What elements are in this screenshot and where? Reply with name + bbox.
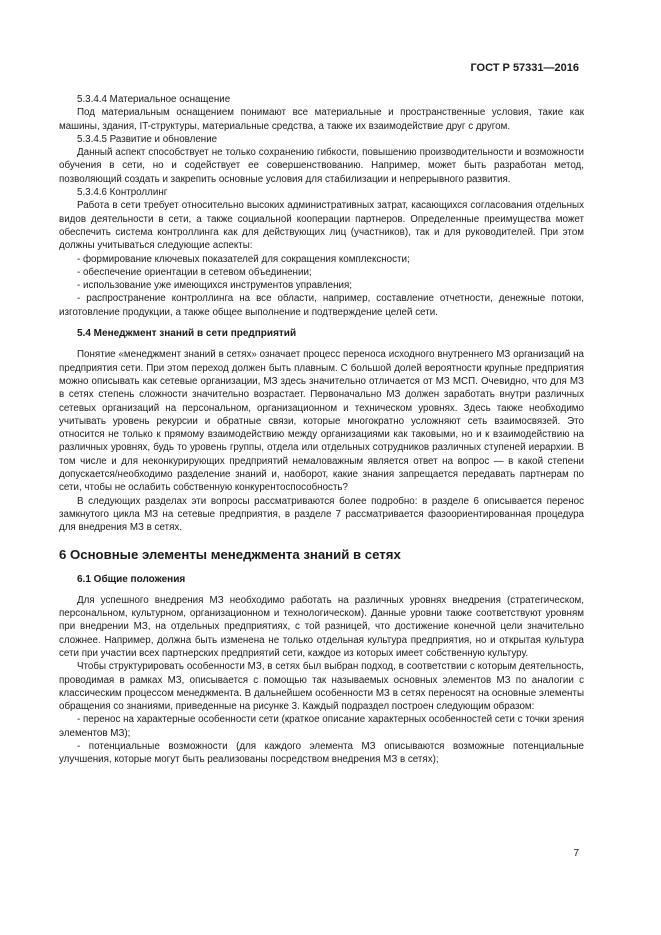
paragraph: Понятие «менеджмент знаний в сетях» означает процесс переноса исходного внутреннего МЗ организаций на предприятия сети. При этом переход должен быть плавным. С большой долей вероятности крупные предприятия можно описывать как сетевые организации, МЗ здесь значительно отличается от МЗ МСП. Очевидно, что для МЗ в сетях степень сложности значительно возрастает. Первоначально МЗ должен заработать внутри различных сетевых организаций на персональном, организационном и техническом уровнях. Здесь также необходимо учитывать уровень рекурсии и обратные связи, которые многократно усложняют сеть взаимосвязей. Это относится не только к прямому взаимодействию между организациями как таковыми, но и к взаимодействию на различных уровнях, будь то уровень группы, отдела или отдельных сотрудников различных ступеней иерархии. В том числе и для неконкурирующих предприятий немаловажным является ответ на вопрос — в какой степени допускается/необходимо разделение знаний и, наоборот, какие знания запрещается передавать партнерам по сети, чтобы не ослабить собственную конкурентоспособность?: [59, 349, 584, 494]
paragraph: Для успешного внедрения МЗ необходимо работать на различных уровнях внедрения (стратегическом, персональном, культурном, организационном и технологическом). Данные уровни также соответствуют уровням при внедрении МЗ, на отдельных предприятиях, с той разницей, что достижение конечной цели значительно сложнее. Например, должна быть изменена не только отдельная культура предприятия, но и открытая культура сети при участии всех партнерских предприятий сети, каждое из которых имеет собственную культуру.: [59, 594, 584, 659]
section-heading: 5.3.4.5 Развитие и обновление: [77, 133, 218, 145]
page-body: [59, 93, 584, 767]
list-item: - распространение контроллинга на все области, например, составление отчетности, денежные потоки, изготовление продукции, а также общее выполнение и подтверждение целей сети.: [59, 293, 584, 318]
list-item: - использование уже имеющихся инструментов управления;: [77, 280, 353, 292]
section-heading: 5.3.4.6 Контроллинг: [77, 187, 168, 199]
document-standard-number: ГОСТ Р 57331—2016: [470, 62, 579, 74]
paragraph: Работа в сети требует относительно высоких административных затрат, касающихся согласования отдельных видов деятельности в сети, а также социальной кооперации партнеров. Определенные преимущества может обеспечить система контроллинга как для действующих лиц (участников), так и для руководителей. При этом должны учитываться следующие аспекты:: [59, 200, 584, 252]
chapter-heading: 6 Основные элементы менеджмента знаний в сетях: [59, 546, 401, 562]
section-heading: 6.1 Общие положения: [77, 573, 186, 585]
paragraph: Под материальным оснащением понимают все материальные и пространственные условия, такие как машины, здания, IT-структуры, материальные средства, а также их взаимодействие друг с другом.: [59, 107, 584, 132]
list-item: - обеспечение ориентации в сетевом объединении;: [77, 266, 312, 278]
list-item: - формирование ключевых показателей для сокращения комплексности;: [77, 253, 410, 265]
section-heading: 5.3.4.4 Материальное оснащение: [77, 94, 231, 105]
paragraph: Чтобы структурировать особенности МЗ, в сетях был выбран подход, в соответствии с которым деятельность, проводимая в рамках МЗ, описывается с помощью так называемых основных элементов МЗ по аналогии с классическим процессом менеджмента. В дальнейшем особенности МЗ в сетях переносят на основные элементы обращения со знаниями, приведенные на рисунке 3. Каждый подраздел построен следующим образом:: [59, 661, 584, 713]
page-number: 7: [573, 848, 579, 859]
paragraph: Данный аспект способствует не только сохранению гибкости, повышению производительности и возможности обучения в сети, но и содействует ее совершенствованию. Например, может быть разработан метод, позволяющий создать и закрепить основные условия для стабилизации и непрерывного развития.: [59, 147, 584, 185]
list-item: - потенциальные возможности (для каждого элемента МЗ описываются возможные потенциальные улучшения, которые могут быть реализованы посредством внедрения МЗ в сетях);: [59, 741, 584, 766]
paragraph: В следующих разделах эти вопросы рассматриваются более подробно: в разделе 6 описывается перенос замкнутого цикла МЗ на сетевые предприятия, в разделе 7 рассматривается фазоориентированная процедура для внедрения МЗ в сетях.: [59, 495, 584, 534]
list-item: - перенос на характерные особенности сети (краткое описание характерных особенностей сети с точки зрения элементов МЗ);: [59, 714, 584, 739]
section-heading: 5.4 Менеджмент знаний в сети предприятий: [77, 328, 297, 340]
